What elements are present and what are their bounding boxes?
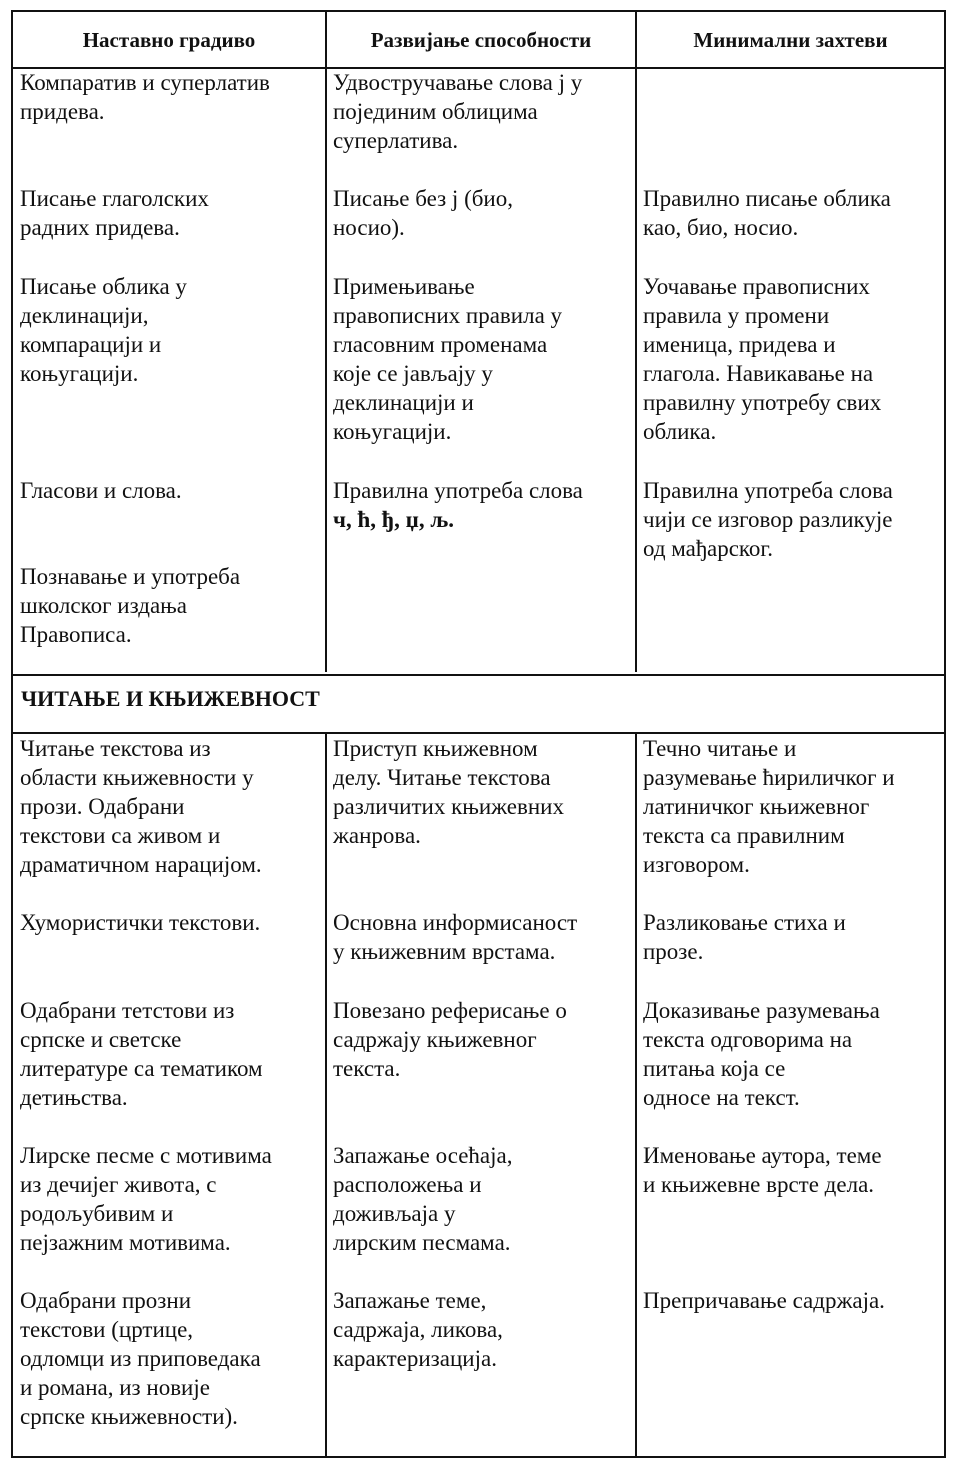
column-divider: [325, 732, 327, 1456]
cell-text: Основна информисаност у књижевним врстама.: [333, 910, 578, 964]
column-divider: [635, 732, 637, 1456]
cell-text: Доказивање разумевања текста одговорима на питања која се односе на текст.: [643, 998, 880, 1110]
cell-text: Гласови и слова.: [20, 478, 182, 503]
cell-text: Примењивање правописних правила у гласовним променама које се јављају у деклинацији и коњугацији.: [333, 274, 563, 444]
column-divider: [325, 12, 327, 672]
header-teaching-material: Наставно градиво: [82, 27, 256, 52]
cell-text: Писање глаголских радних придева.: [20, 186, 209, 240]
cell-text: Одабрани тетстови из српске и светске литературе са тематиком детињства.: [20, 998, 263, 1110]
cell-text: Познавање и употреба школског издања Правописа.: [20, 564, 241, 647]
curriculum-table: [11, 10, 946, 1458]
cell-text: Одабрани прозни текстови (цртице, одломци из приповедака и романа, из новије српске књижевности).: [20, 1288, 261, 1429]
cell-text: Лирске песме с мотивима из дечијег живота, с родољубивим и пејзажним мотивима.: [20, 1143, 272, 1255]
header-minimum-requirements: Минимални захтеви: [693, 27, 888, 52]
cell-text: Течно читање и разумевање ћириличког и латиничког књижевног текста са правилним изговором.: [643, 736, 895, 877]
cell-text: Правилна употреба слова чији се изговор разликује од мађарског.: [643, 478, 893, 561]
cell-text: Писање облика у деклинацији, компарацији и коњугацији.: [20, 274, 187, 386]
cell-text: Писање без ј (био, носио).: [333, 186, 513, 240]
cell-text: Компаратив и суперлатив придева.: [20, 70, 270, 124]
cell-text: Запажање осећаја, расположења и доживљаја у лирским песмама.: [333, 1143, 513, 1255]
bold-letters: ч, ћ, ђ, џ, љ.: [333, 507, 455, 532]
cell-text: [333, 476, 583, 534]
column-divider: [635, 12, 637, 672]
cell-text: Приступ књижевном делу. Читање текстова различитих књижевних жанрова.: [333, 736, 564, 848]
cell-line: Правилна употреба слова: [333, 478, 583, 503]
cell-text: Повезано реферисање о садржају књижевног текста.: [333, 998, 567, 1081]
cell-text: Препричавање садржаја.: [643, 1288, 885, 1313]
cell-text: Хумористички текстови.: [20, 910, 261, 935]
section-divider: [13, 674, 944, 676]
section-title: ЧИТАЊЕ И КЊИЖЕВНОСТ: [21, 686, 320, 711]
cell-text: Читање текстова из области књижевности у прози. Одабрани текстови са живом и драматичном нарацијом.: [20, 736, 262, 877]
cell-text: Разликовање стиха и прозе.: [643, 910, 846, 964]
header-skill-development: Развијање способности: [370, 27, 592, 52]
cell-text: Именовање аутора, теме и књижевне врсте дела.: [643, 1143, 882, 1197]
cell-text: Уочавање правописних правила у промени именица, придева и глагола. Навикавање на правилну употребу свих облика.: [643, 274, 882, 444]
cell-text: Правилно писање облика као, био, носио.: [643, 186, 891, 240]
cell-text: Запажање теме, садржаја, ликова, карактеризација.: [333, 1288, 503, 1371]
cell-text: Удвостручавање слова ј у појединим облицима суперлатива.: [333, 70, 583, 153]
